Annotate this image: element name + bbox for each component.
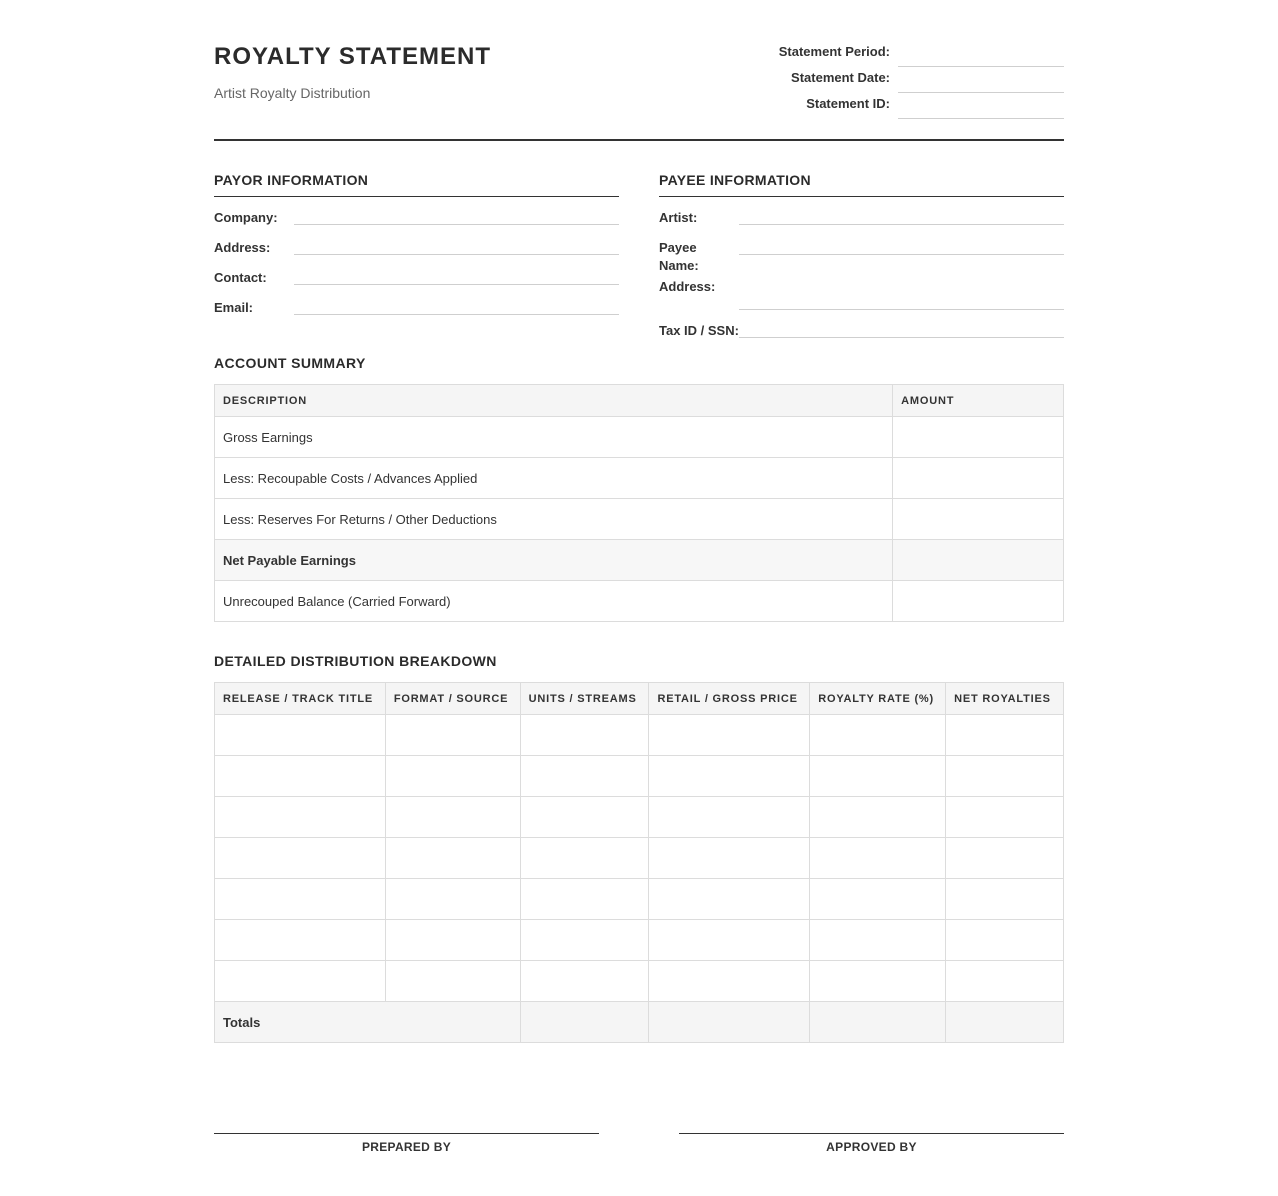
summary-description-cell: Less: Recoupable Costs / Advances Applied: [215, 458, 893, 499]
table-cell[interactable]: [520, 715, 649, 756]
distribution-breakdown-table: [214, 682, 1064, 1043]
summary-amount-cell[interactable]: [893, 540, 1064, 581]
summary-description-cell: Gross Earnings: [215, 417, 893, 458]
approved-by-signature[interactable]: APPROVED BY: [679, 1133, 1064, 1154]
payee-artist-field[interactable]: [739, 197, 1064, 225]
table-cell[interactable]: [810, 879, 946, 920]
payor-address-label: Address:: [214, 240, 271, 255]
column-header-amount: AMOUNT: [893, 385, 1064, 417]
table-cell[interactable]: [810, 961, 946, 1002]
payee-section: [659, 172, 1064, 340]
header-divider: [214, 139, 1064, 141]
statement-date-row: [754, 68, 1064, 94]
payee-title: PAYEE INFORMATION: [659, 172, 1064, 197]
table-cell[interactable]: [946, 961, 1064, 1002]
table-row: [215, 838, 1064, 879]
statement-id-label: Statement ID:: [806, 96, 890, 111]
table-cell[interactable]: [520, 838, 649, 879]
account-summary-table: [214, 384, 1064, 622]
table-cell[interactable]: [649, 961, 810, 1002]
table-cell[interactable]: [520, 797, 649, 838]
totals-net-cell[interactable]: [946, 1002, 1064, 1043]
table-row: [215, 879, 1064, 920]
payor-address-row: [214, 227, 619, 257]
payor-email-label: Email:: [214, 300, 254, 315]
payor-title: PAYOR INFORMATION: [214, 172, 619, 197]
table-header-row: [215, 683, 1064, 715]
column-header-units-streams: UNITS / STREAMS: [520, 683, 649, 715]
table-cell[interactable]: [649, 879, 810, 920]
table-cell[interactable]: [215, 715, 386, 756]
statement-date-field[interactable]: [898, 68, 1064, 93]
page-subtitle: Artist Royalty Distribution: [214, 85, 371, 101]
table-cell[interactable]: [810, 797, 946, 838]
table-cell[interactable]: [520, 961, 649, 1002]
prepared-by-signature[interactable]: PREPARED BY: [214, 1133, 599, 1154]
column-header-format-source: FORMAT / SOURCE: [385, 683, 520, 715]
page-title: ROYALTY STATEMENT: [214, 43, 492, 70]
table-cell[interactable]: [215, 920, 386, 961]
summary-amount-cell[interactable]: [893, 458, 1064, 499]
column-header-description: DESCRIPTION: [215, 385, 893, 417]
summary-description-cell: Unrecouped Balance (Carried Forward): [215, 581, 893, 622]
payee-address-field[interactable]: [739, 266, 1064, 310]
table-cell[interactable]: [946, 797, 1064, 838]
table-cell[interactable]: [385, 838, 520, 879]
table-row: [215, 797, 1064, 838]
payee-artist-label: Artist:: [659, 210, 698, 225]
statement-period-field[interactable]: [898, 42, 1064, 67]
table-row: [215, 417, 1064, 458]
statement-id-field[interactable]: [898, 94, 1064, 119]
statement-date-label: Statement Date:: [791, 70, 890, 85]
payee-tax-row: [659, 310, 1064, 340]
table-cell[interactable]: [215, 838, 386, 879]
summary-amount-cell[interactable]: [893, 499, 1064, 540]
payor-contact-row: [214, 257, 619, 287]
column-header-net-royalties: NET ROYALTIES: [946, 683, 1064, 715]
totals-label: Totals: [215, 1002, 521, 1043]
table-row: [215, 581, 1064, 622]
table-cell[interactable]: [946, 838, 1064, 879]
account-summary-title: ACCOUNT SUMMARY: [214, 355, 366, 371]
payor-company-label: Company:: [214, 210, 278, 225]
table-cell[interactable]: [810, 715, 946, 756]
table-row: [215, 540, 1064, 581]
payor-contact-label: Contact:: [214, 270, 267, 285]
payor-section: [214, 172, 619, 317]
table-cell[interactable]: [649, 756, 810, 797]
distribution-breakdown-title: DETAILED DISTRIBUTION BREAKDOWN: [214, 653, 497, 669]
statement-meta: [754, 42, 1064, 120]
table-row: [215, 920, 1064, 961]
table-cell[interactable]: [649, 715, 810, 756]
table-cell[interactable]: [385, 879, 520, 920]
payor-email-row: [214, 287, 619, 317]
table-cell[interactable]: [215, 756, 386, 797]
payee-name-field[interactable]: [739, 227, 1064, 255]
table-row: [215, 961, 1064, 1002]
table-row: [215, 715, 1064, 756]
payee-tax-field[interactable]: [739, 310, 1064, 338]
table-cell[interactable]: [385, 715, 520, 756]
table-cell[interactable]: [520, 879, 649, 920]
table-cell[interactable]: [946, 920, 1064, 961]
table-cell[interactable]: [810, 756, 946, 797]
payor-contact-field[interactable]: [294, 257, 619, 285]
statement-period-row: [754, 42, 1064, 68]
totals-row: [215, 1002, 1064, 1043]
payee-tax-label: Tax ID / SSN:: [659, 323, 739, 338]
summary-amount-cell[interactable]: [893, 417, 1064, 458]
table-row: [215, 458, 1064, 499]
totals-price-cell[interactable]: [649, 1002, 810, 1043]
table-cell[interactable]: [215, 797, 386, 838]
table-cell[interactable]: [649, 920, 810, 961]
summary-description-cell: Net Payable Earnings: [215, 540, 893, 581]
table-cell[interactable]: [810, 838, 946, 879]
table-row: [215, 499, 1064, 540]
table-cell[interactable]: [520, 920, 649, 961]
table-cell[interactable]: [385, 920, 520, 961]
table-cell[interactable]: [946, 879, 1064, 920]
column-header-royalty-rate: ROYALTY RATE (%): [810, 683, 946, 715]
table-row: [215, 756, 1064, 797]
table-cell[interactable]: [649, 797, 810, 838]
table-header-row: [215, 385, 1064, 417]
payor-email-field[interactable]: [294, 287, 619, 315]
totals-units-cell[interactable]: [520, 1002, 649, 1043]
table-cell[interactable]: [385, 961, 520, 1002]
table-cell[interactable]: [946, 756, 1064, 797]
table-cell[interactable]: [385, 756, 520, 797]
summary-description-cell: Less: Reserves For Returns / Other Deductions: [215, 499, 893, 540]
payee-name-label: Payee Name:: [659, 240, 699, 273]
payor-company-row: [214, 197, 619, 227]
table-cell[interactable]: [810, 920, 946, 961]
statement-id-row: [754, 94, 1064, 120]
table-cell[interactable]: [215, 961, 386, 1002]
table-cell[interactable]: [649, 838, 810, 879]
column-header-release-title: RELEASE / TRACK TITLE: [215, 683, 386, 715]
statement-period-label: Statement Period:: [778, 44, 890, 59]
table-cell[interactable]: [946, 715, 1064, 756]
payee-address-label: Address:: [659, 279, 716, 294]
payee-address-row: [659, 266, 1064, 310]
totals-rate-cell[interactable]: [810, 1002, 946, 1043]
summary-amount-cell[interactable]: [893, 581, 1064, 622]
table-cell[interactable]: [385, 797, 520, 838]
payor-company-field[interactable]: [294, 197, 619, 225]
column-header-retail-price: RETAIL / GROSS PRICE: [649, 683, 810, 715]
table-cell[interactable]: [520, 756, 649, 797]
payee-artist-row: [659, 197, 1064, 227]
payor-address-field[interactable]: [294, 227, 619, 255]
table-cell[interactable]: [215, 879, 386, 920]
